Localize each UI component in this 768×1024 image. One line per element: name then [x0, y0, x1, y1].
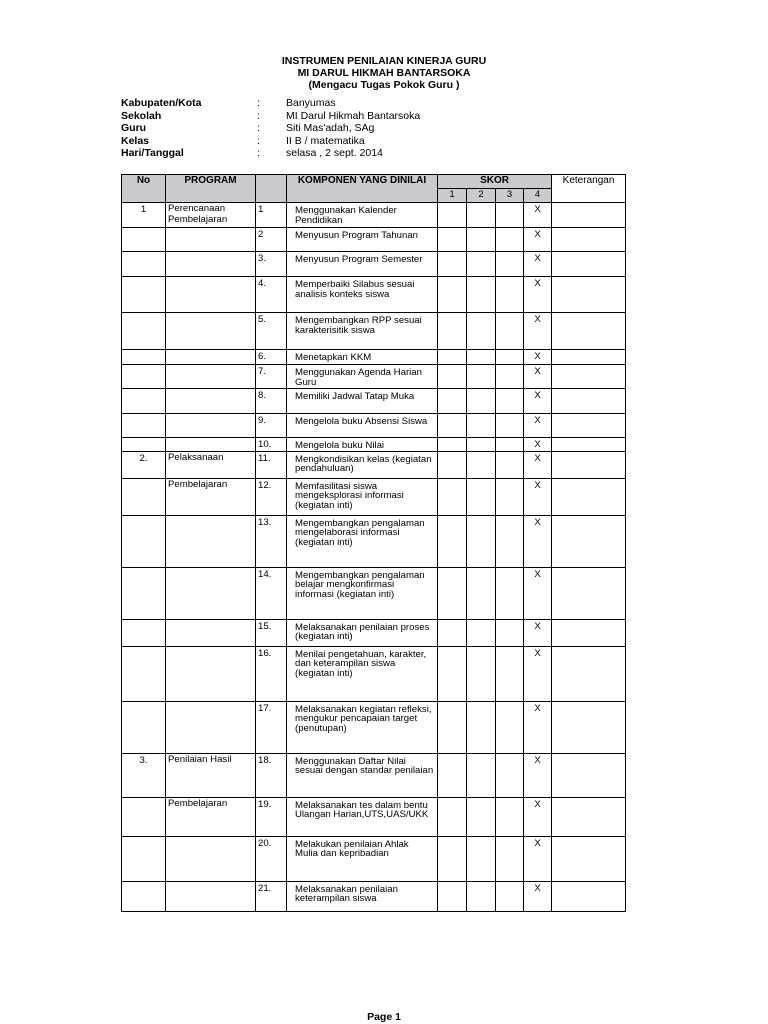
row-komponen: Melaksanakan penilaian proses (kegiatan inti): [287, 619, 438, 646]
row-program: [166, 567, 256, 619]
score-3: [496, 277, 524, 313]
row-number: 2: [256, 228, 287, 252]
score-3: [496, 701, 524, 753]
score-2: [467, 438, 496, 452]
row-program: [166, 619, 256, 646]
row-number: 5.: [256, 313, 287, 350]
row-program: [166, 277, 256, 313]
table-row: [122, 881, 626, 911]
row-number: 15.: [256, 619, 287, 646]
row-komponen: Mengelola buku Absensi Siswa: [287, 414, 438, 438]
row-keterangan: [552, 567, 626, 619]
row-number: 19.: [256, 797, 287, 836]
table-row: [122, 203, 626, 228]
header-no: No: [122, 175, 166, 203]
header-score-4: 4: [524, 189, 552, 203]
table-row: [122, 228, 626, 252]
table-row: [122, 389, 626, 414]
score-3: [496, 228, 524, 252]
row-komponen: Memperbaiki Silabus sesuai analisis konteks siswa: [287, 277, 438, 313]
row-komponen: Memfasilitasi siswa mengeksplorasi informasi (kegiatan inti): [287, 478, 438, 515]
row-no: [122, 365, 166, 389]
score-3: [496, 478, 524, 515]
score-4: X: [524, 515, 552, 567]
row-keterangan: [552, 228, 626, 252]
row-keterangan: [552, 365, 626, 389]
meta-colon: :: [257, 109, 260, 122]
row-keterangan: [552, 478, 626, 515]
row-komponen: Melaksanakan tes dalam bentu Ulangan Harian,UTS,UAS/UKK: [287, 797, 438, 836]
row-komponen: Menggunakan Daftar Nilai sesuai dengan standar penilaian: [287, 753, 438, 797]
row-number: 9.: [256, 414, 287, 438]
row-number: 4.: [256, 277, 287, 313]
row-no: [122, 414, 166, 438]
row-program: [166, 365, 256, 389]
score-3: [496, 438, 524, 452]
table-header-row: [122, 175, 626, 189]
score-3: [496, 313, 524, 350]
row-keterangan: [552, 451, 626, 478]
row-number: 8.: [256, 389, 287, 414]
row-keterangan: [552, 313, 626, 350]
row-no: 2.: [122, 451, 166, 478]
score-3: [496, 619, 524, 646]
row-keterangan: [552, 701, 626, 753]
row-komponen: Mengembangkan RPP sesuai karakterisitik siswa: [287, 313, 438, 350]
score-3: [496, 350, 524, 365]
score-2: [467, 701, 496, 753]
meta-value: MI Darul Hikmah Bantarsoka: [286, 109, 421, 122]
meta-label: Hari/Tanggal: [121, 147, 184, 159]
row-number: 17.: [256, 701, 287, 753]
row-no: [122, 567, 166, 619]
row-program: Perencanaan Pembelajaran: [166, 203, 256, 228]
row-komponen: Menggunakan Kalender Pendidikan: [287, 203, 438, 228]
score-2: [467, 881, 496, 911]
score-3: [496, 252, 524, 277]
row-number: 3.: [256, 252, 287, 277]
score-4: X: [524, 567, 552, 619]
row-keterangan: [552, 797, 626, 836]
score-4: X: [524, 350, 552, 365]
score-4: X: [524, 228, 552, 252]
score-1: [438, 414, 467, 438]
row-komponen: Melaksanakan kegiatan refleksi, mengukur pencapaian target (penutupan): [287, 701, 438, 753]
row-komponen: Mengembangkan pengalaman belajar mengkonfirmasi informasi (kegiatan inti): [287, 567, 438, 619]
row-number: 1: [256, 203, 287, 228]
row-keterangan: [552, 438, 626, 452]
row-program: [166, 438, 256, 452]
table-body: [122, 203, 626, 912]
score-2: [467, 414, 496, 438]
row-no: [122, 252, 166, 277]
score-4: X: [524, 389, 552, 414]
score-1: [438, 701, 467, 753]
row-no: [122, 797, 166, 836]
row-no: [122, 438, 166, 452]
assessment-table: [121, 174, 626, 912]
score-2: [467, 836, 496, 881]
table-row: [122, 701, 626, 753]
row-program: [166, 252, 256, 277]
score-1: [438, 646, 467, 701]
row-no: 1: [122, 203, 166, 228]
row-number: 11.: [256, 451, 287, 478]
score-1: [438, 389, 467, 414]
score-1: [438, 836, 467, 881]
meta-label: Kabupaten/Kota: [121, 97, 202, 109]
score-4: X: [524, 646, 552, 701]
row-no: [122, 881, 166, 911]
row-komponen: Mengembangkan pengalaman mengelaborasi informasi (kegiatan inti): [287, 515, 438, 567]
score-2: [467, 753, 496, 797]
row-no: [122, 350, 166, 365]
score-2: [467, 252, 496, 277]
score-1: [438, 228, 467, 252]
score-3: [496, 451, 524, 478]
score-2: [467, 567, 496, 619]
score-1: [438, 515, 467, 567]
row-no: 3.: [122, 753, 166, 797]
row-keterangan: [552, 414, 626, 438]
school-name: MI DARUL HIKMAH BANTARSOKA: [297, 67, 471, 79]
header-score-3: 3: [496, 189, 524, 203]
score-2: [467, 646, 496, 701]
table-row: [122, 313, 626, 350]
document-title: INSTRUMEN PENILAIAN KINERJA GURU: [281, 55, 487, 67]
row-keterangan: [552, 277, 626, 313]
meta-block: [121, 97, 521, 160]
row-program: Pembelajaran: [166, 797, 256, 836]
score-2: [467, 313, 496, 350]
score-4: X: [524, 313, 552, 350]
row-no: [122, 836, 166, 881]
score-3: [496, 389, 524, 414]
row-number: 10.: [256, 438, 287, 452]
score-2: [467, 203, 496, 228]
meta-value: II B / matematika: [286, 134, 365, 147]
row-program: [166, 646, 256, 701]
score-2: [467, 365, 496, 389]
row-program: Pembelajaran: [166, 478, 256, 515]
row-program: [166, 701, 256, 753]
row-no: [122, 389, 166, 414]
table-row: [122, 451, 626, 478]
row-program: [166, 881, 256, 911]
score-3: [496, 567, 524, 619]
score-2: [467, 389, 496, 414]
score-1: [438, 881, 467, 911]
row-komponen: Melakukan penilaian Ahlak Mulia dan kepribadian: [287, 836, 438, 881]
score-4: X: [524, 252, 552, 277]
row-komponen: Menyusun Program Semester: [287, 252, 438, 277]
meta-colon: :: [257, 147, 260, 159]
row-no: [122, 619, 166, 646]
score-1: [438, 451, 467, 478]
row-komponen: Menetapkan KKM: [287, 350, 438, 365]
meta-row-kelas: [121, 135, 521, 148]
meta-value: selasa , 2 sept. 2014: [286, 147, 383, 159]
score-3: [496, 881, 524, 911]
meta-row-kabupaten: [121, 97, 521, 110]
row-keterangan: [552, 836, 626, 881]
header-number: [256, 175, 287, 203]
row-komponen: Menilai pengetahuan, karakter, dan keterampilan siswa (kegiatan inti): [287, 646, 438, 701]
row-keterangan: [552, 646, 626, 701]
row-number: 13.: [256, 515, 287, 567]
score-1: [438, 277, 467, 313]
meta-value: Siti Mas'adah, SAg: [286, 122, 375, 134]
meta-row-sekolah: [121, 110, 521, 123]
row-program: [166, 836, 256, 881]
table-row: [122, 515, 626, 567]
score-4: X: [524, 478, 552, 515]
meta-colon: :: [257, 134, 260, 147]
row-program: [166, 228, 256, 252]
score-3: [496, 515, 524, 567]
table-row: [122, 753, 626, 797]
table-row: [122, 836, 626, 881]
score-2: [467, 478, 496, 515]
row-komponen: Melaksanakan penilaian keterampilan siswa: [287, 881, 438, 911]
meta-colon: :: [257, 97, 260, 109]
meta-row-guru: [121, 122, 521, 135]
score-1: [438, 203, 467, 228]
score-4: X: [524, 365, 552, 389]
score-4: X: [524, 619, 552, 646]
row-komponen: Memiliki Jadwal Tatap Muka: [287, 389, 438, 414]
meta-label: Guru: [121, 122, 147, 134]
row-program: [166, 350, 256, 365]
row-program: [166, 515, 256, 567]
row-keterangan: [552, 389, 626, 414]
row-no: [122, 515, 166, 567]
row-keterangan: [552, 350, 626, 365]
score-1: [438, 365, 467, 389]
header-komponen: KOMPONEN YANG DINILAI: [287, 175, 438, 203]
table-row: [122, 797, 626, 836]
row-number: 16.: [256, 646, 287, 701]
table-row: [122, 350, 626, 365]
table-row: [122, 646, 626, 701]
score-1: [438, 797, 467, 836]
row-program: Penilaian Hasil: [166, 753, 256, 797]
table-row: [122, 252, 626, 277]
row-no: [122, 228, 166, 252]
score-3: [496, 797, 524, 836]
table-row: [122, 414, 626, 438]
row-no: [122, 313, 166, 350]
header-score-2: 2: [467, 189, 496, 203]
score-2: [467, 515, 496, 567]
row-keterangan: [552, 753, 626, 797]
row-no: [122, 478, 166, 515]
table-row: [122, 277, 626, 313]
score-3: [496, 753, 524, 797]
row-number: 7.: [256, 365, 287, 389]
score-4: X: [524, 277, 552, 313]
meta-colon: :: [257, 122, 260, 134]
row-keterangan: [552, 619, 626, 646]
row-number: 12.: [256, 478, 287, 515]
table-row: [122, 619, 626, 646]
score-4: X: [524, 753, 552, 797]
score-4: X: [524, 701, 552, 753]
row-no: [122, 701, 166, 753]
score-1: [438, 478, 467, 515]
meta-row-tanggal: [121, 147, 521, 160]
score-3: [496, 836, 524, 881]
score-4: X: [524, 797, 552, 836]
row-keterangan: [552, 515, 626, 567]
row-program: [166, 313, 256, 350]
score-1: [438, 438, 467, 452]
header-keterangan: Keterangan: [552, 175, 626, 203]
score-1: [438, 252, 467, 277]
score-2: [467, 350, 496, 365]
score-2: [467, 277, 496, 313]
score-4: X: [524, 438, 552, 452]
row-number: 21.: [256, 881, 287, 911]
row-no: [122, 277, 166, 313]
row-number: 6.: [256, 350, 287, 365]
header-program: PROGRAM: [166, 175, 256, 203]
score-2: [467, 619, 496, 646]
score-2: [467, 228, 496, 252]
header-score-1: 1: [438, 189, 467, 203]
score-2: [467, 797, 496, 836]
table-row: [122, 365, 626, 389]
score-4: X: [524, 881, 552, 911]
score-3: [496, 365, 524, 389]
score-1: [438, 567, 467, 619]
score-1: [438, 619, 467, 646]
row-number: 14.: [256, 567, 287, 619]
meta-label: Kelas: [121, 134, 150, 147]
page-number: Page 1: [367, 1011, 401, 1023]
score-2: [467, 451, 496, 478]
header-skor: SKOR: [438, 175, 552, 189]
row-komponen: Menggunakan Agenda Harian Guru: [287, 365, 438, 389]
document-subtitle: (Mengacu Tugas Pokok Guru ): [308, 79, 460, 91]
score-4: X: [524, 203, 552, 228]
table-row: [122, 567, 626, 619]
score-4: X: [524, 836, 552, 881]
meta-value: Banyumas: [286, 97, 336, 109]
row-keterangan: [552, 252, 626, 277]
row-number: 18.: [256, 753, 287, 797]
row-keterangan: [552, 881, 626, 911]
row-number: 20.: [256, 836, 287, 881]
row-komponen: Mengkondisikan kelas (kegiatan pendahuluan): [287, 451, 438, 478]
row-keterangan: [552, 203, 626, 228]
row-komponen: Menyusun Program Tahunan: [287, 228, 438, 252]
meta-label: Sekolah: [121, 109, 162, 122]
score-1: [438, 313, 467, 350]
score-4: X: [524, 451, 552, 478]
score-4: X: [524, 414, 552, 438]
row-program: [166, 389, 256, 414]
score-1: [438, 350, 467, 365]
score-3: [496, 203, 524, 228]
row-no: [122, 646, 166, 701]
score-3: [496, 646, 524, 701]
score-3: [496, 414, 524, 438]
score-1: [438, 753, 467, 797]
row-komponen: Mengelola buku Nilai: [287, 438, 438, 452]
row-program: [166, 414, 256, 438]
table-row: [122, 478, 626, 515]
row-program: Pelaksanaan: [166, 451, 256, 478]
table-row: [122, 438, 626, 452]
